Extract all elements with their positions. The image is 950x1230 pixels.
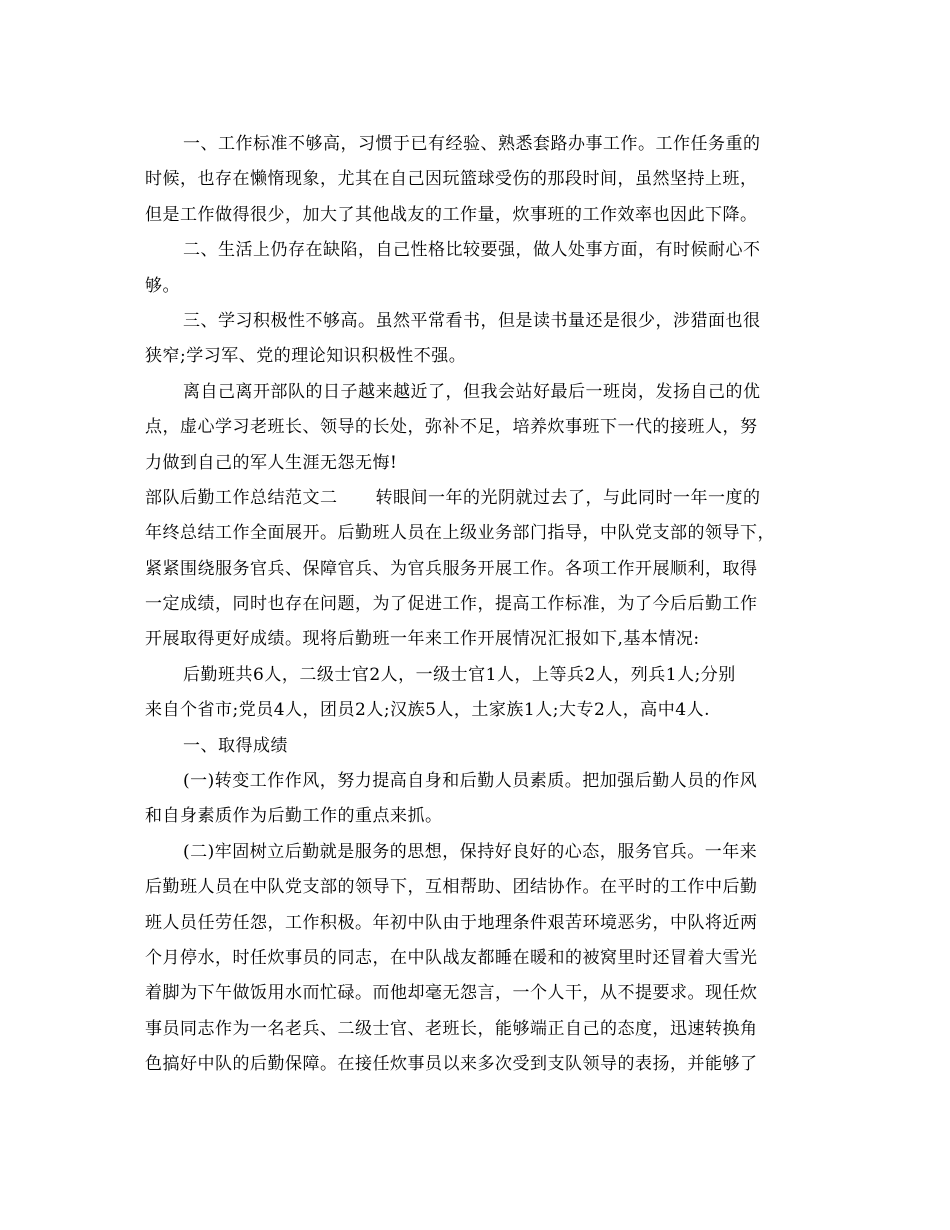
text-line: 力做到自己的军人生涯无怨无悔! xyxy=(145,452,398,473)
text-line: (二)牢固树立后勤就是服务的思想，保持好良好的心态，服务官兵。一年来 xyxy=(183,841,758,862)
text-line: 离自己离开部队的日子越来越近了，但我会站好最后一班岗，发扬自己的优 xyxy=(183,381,761,402)
text-line: 班人员任劳任怨，工作积极。年初中队由于地理条件艰苦环境恶劣，中队将近两 xyxy=(145,912,758,933)
text-line: 狭窄;学习军、党的理论知识积极性不强。 xyxy=(145,346,467,367)
text-line: 来自个省市;党员4人，团员2人;汉族5人，土家族1人;大专2人，高中4人. xyxy=(145,700,710,721)
text-line: 色搞好中队的后勤保障。在接任炊事员以来多次受到支队领导的表扬，并能够了 xyxy=(145,1054,758,1075)
subheading: 一、取得成绩 xyxy=(183,735,288,756)
text-line: 开展取得更好成绩。现将后勤班一年来工作开展情况汇报如下,基本情况: xyxy=(145,629,700,650)
text-line: 够。 xyxy=(145,275,180,296)
text-line: 着脚为下午做饭用水而忙碌。而他却毫无怨言，一个人干，从不提要求。现任炊 xyxy=(145,983,758,1004)
text-line: 点，虚心学习老班长、领导的长处，弥补不足，培养炊事班下一代的接班人，努 xyxy=(145,417,758,438)
text-line: 二、生活上仍存在缺陷，自己性格比较要强，做人处事方面，有时候耐心不 xyxy=(183,240,761,261)
text-line: 紧紧围绕服务官兵、保障官兵、为官兵服务开展工作。各项工作开展顺利，取得 xyxy=(145,558,758,579)
text-line: 三、学习积极性不够高。虽然平常看书，但是读书量还是很少，涉猎面也很 xyxy=(183,310,761,331)
section-title: 部队后勤工作总结范文二 xyxy=(145,487,338,508)
text-line: 一定成绩，同时也存在问题，为了促进工作，提高工作标准，为了今后后勤工作 xyxy=(145,594,758,615)
section-title-line xyxy=(145,481,805,516)
text-line: 个月停水，时任炊事员的同志，在中队战友都睡在暖和的被窝里时还冒着大雪光 xyxy=(145,947,758,968)
text-line: 和自身素质作为后勤工作的重点来抓。 xyxy=(145,806,443,827)
text-line: 后勤班人员在中队党支部的领导下，互相帮助、团结协作。在平时的工作中后勤 xyxy=(145,877,758,898)
text-line: 但是工作做得很少，加大了其他战友的工作量，炊事班的工作效率也因此下降。 xyxy=(145,204,758,225)
document-body xyxy=(145,127,805,1083)
text-line: 时候，也存在懒惰现象，尤其在自己因玩篮球受伤的那段时间，虽然坚持上班， xyxy=(145,169,758,190)
text-line: 年终总结工作全面展开。后勤班人员在上级业务部门指导，中队党支部的领导下， xyxy=(145,523,775,544)
section-intro: 转眼间一年的光阴就过去了，与此同时一年一度的 xyxy=(375,487,761,508)
text-line: (一)转变工作作风，努力提高自身和后勤人员素质。把加强后勤人员的作风 xyxy=(183,771,758,792)
text-line: 后勤班共6人，二级士官2人，一级士官1人，上等兵2人，列兵1人;分别 xyxy=(183,664,736,685)
text-line: 事员同志作为一名老兵、二级士官、老班长，能够端正自己的态度，迅速转换角 xyxy=(145,1018,758,1039)
text-line: 一、工作标准不够高，习惯于已有经验、熟悉套路办事工作。工作任务重的 xyxy=(183,134,761,154)
